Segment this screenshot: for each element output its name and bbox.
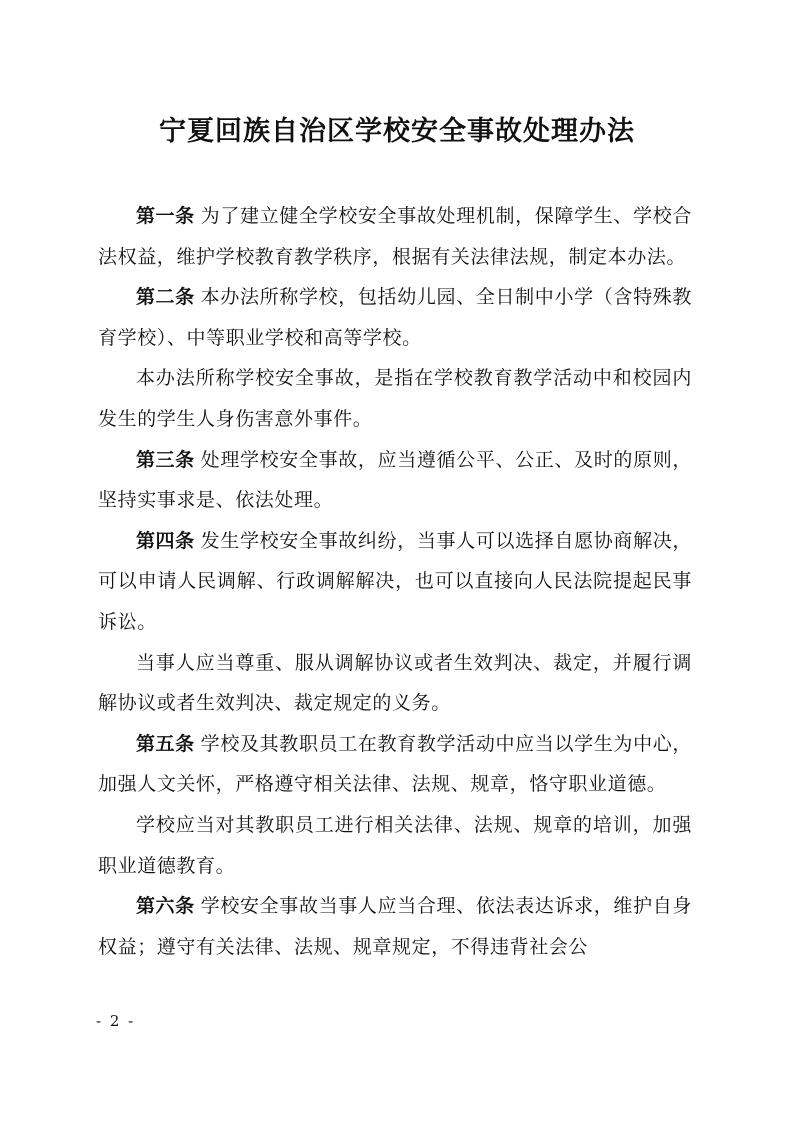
paragraph-article-2-clause-2	[98, 358, 692, 439]
article-number: 第五条	[136, 732, 195, 755]
article-number: 第一条	[136, 205, 195, 227]
article-text: 发生学校安全事故纠纷，当事人可以选择自愿协商解决，可以申请人民调解、行政调解解决，也可以直接向人民法院提起民事诉讼。	[98, 529, 692, 633]
article-number: 第三条	[136, 448, 195, 471]
article-text: 处理学校安全事故，应当遵循公平、公正、及时的原则，坚持实事求是、依法处理。	[98, 448, 692, 512]
article-number: 第四条	[136, 529, 195, 552]
article-text: 当事人应当尊重、服从调解协议或者生效判决、裁定，并履行调解协议或者生效判决、裁定规定的义务。	[98, 651, 692, 715]
paragraph-article-4-clause-2	[98, 643, 692, 724]
paragraph-article-2	[98, 277, 692, 358]
article-text: 学校应当对其教职员工进行相关法律、法规、规章的培训，加强职业道德教育。	[98, 813, 692, 877]
article-text: 学校安全事故当事人应当合理、依法表达诉求，维护自身权益；遵守有关法律、法规、规章规定，不得违背社会公	[98, 895, 692, 958]
paragraph-article-1	[98, 196, 692, 277]
paragraph-article-4	[98, 521, 692, 643]
article-text: 本办法所称学校安全事故，是指在学校教育教学活动中和校园内发生的学生人身伤害意外事件。	[98, 367, 692, 430]
document-body	[98, 196, 692, 967]
article-number: 第二条	[136, 286, 195, 309]
article-text: 学校及其教职员工在教育教学活动中应当以学生为中心，加强人文关怀，严格遵守相关法律、法规、规章，恪守职业道德。	[98, 732, 692, 796]
page-number: - 2 -	[96, 1012, 136, 1030]
paragraph-article-5	[98, 724, 692, 805]
paragraph-article-3	[98, 440, 692, 521]
document-title: 宁夏回族自治区学校安全事故处理办法	[159, 116, 635, 147]
article-text: 为了建立健全学校安全事故处理机制，保障学生、学校合法权益，维护学校教育教学秩序，根据有关法律法规，制定本办法。	[98, 205, 692, 268]
article-number: 第六条	[136, 895, 195, 918]
article-text: 本办法所称学校，包括幼儿园、全日制中小学（含特殊教育学校）、中等职业学校和高等学校。	[98, 286, 692, 349]
paragraph-article-6	[98, 886, 692, 967]
paragraph-article-5-clause-2	[98, 805, 692, 886]
